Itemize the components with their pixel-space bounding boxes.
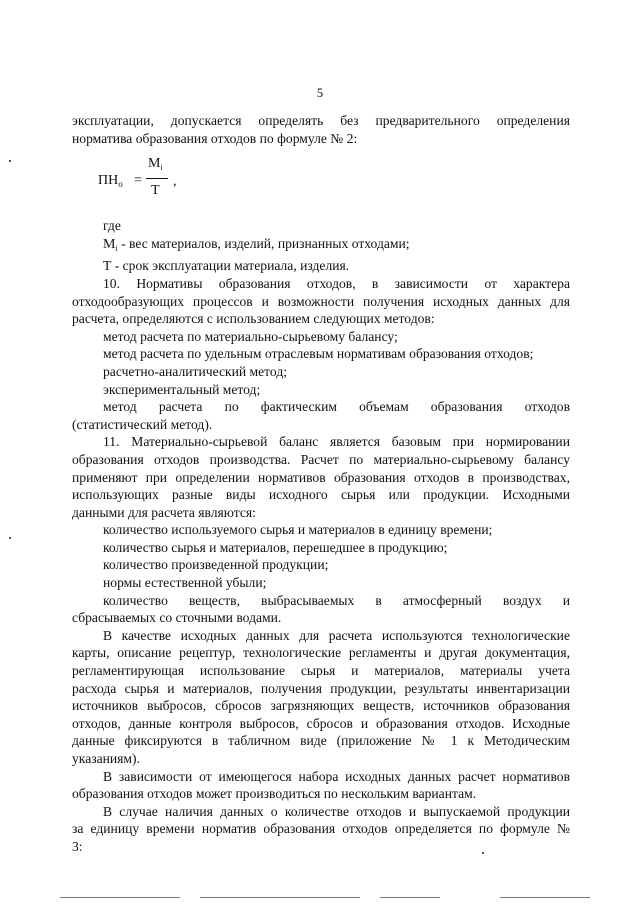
formula-comma: , (173, 174, 177, 190)
formula-denominator: Т (151, 183, 160, 199)
input-item: количество используемого сырья и материалов в единицу времени; (103, 522, 493, 538)
paragraph-sources-line: регламентирующая использование сырья и материалов, материалы учета (72, 663, 570, 679)
paragraph-sources-line: карты, описание рецептур, технологические регламенты и другая документация, (72, 645, 570, 661)
text-line: норматива образования отходов по формуле № 2: (72, 130, 358, 146)
scan-speck (9, 537, 11, 539)
paragraph-sources-line: расхода сырья и материалов, получения продукции, результаты инвентаризации (72, 680, 570, 696)
page-number: 5 (316, 86, 324, 100)
input-item: количество произведенной продукции; (103, 557, 329, 573)
fraction-bar (146, 178, 168, 179)
scan-edge-line (380, 897, 440, 898)
input-item: нормы естественной убыли; (103, 575, 267, 591)
paragraph-10-line: расчета, определяются с использованием следующих методов: (72, 311, 435, 327)
scan-speck (9, 160, 11, 162)
method-item: метод расчета по материально-сырьевому балансу; (103, 328, 398, 344)
formula-2 (72, 149, 570, 207)
paragraph-case-line: В случае наличия данных о количестве отходов и выпускаемой продукции (103, 803, 570, 819)
paragraph-sources-line: отходов, данные контроля выбросов, сбросов и образования отходов. Исходные (72, 715, 570, 731)
paragraph-11-line: 11. Материально-сырьевой баланс является базовым при нормировании (103, 434, 570, 450)
paragraph-sources-line: В качестве исходных данных для расчета используются технологические (103, 627, 570, 643)
scan-speck (482, 852, 484, 854)
formula-lhs: $ПН_о$ (98, 173, 123, 190)
paragraph-sources-line: указаниям). (72, 751, 140, 766)
paragraph-variants-line: образования отходов может производиться по нескольким вариантам. (72, 786, 477, 802)
paragraph-case-line: 3: (72, 838, 83, 854)
formula-equals: = (134, 173, 142, 189)
scan-edge-line (200, 897, 360, 898)
method-item: расчетно-аналитический метод; (103, 363, 288, 379)
scan-edge-line (500, 897, 590, 898)
document-body (72, 112, 570, 856)
paragraph-case-line: за единицу времени норматив образования отходов определяется по формуле № (72, 821, 570, 837)
paragraph-sources-line: источников выбросов, сбросов загрязняющих веществ, источников образования (72, 698, 570, 714)
paragraph-11-line: образования отходов производства. Расчет по материально-сырьевому балансу (72, 451, 570, 467)
text-line: эксплуатации, допускается определять без предварительного определения (72, 113, 570, 128)
method-item: (статистический метод). (72, 416, 213, 432)
definition-t: Т - срок эксплуатации материала, изделия. (103, 258, 350, 274)
input-item: количество сырья и материалов, перешедшее в продукцию; (103, 539, 448, 555)
input-item: сбрасываемых со сточными водами. (72, 610, 282, 626)
paragraph-11-line: данными для расчета являются: (72, 504, 256, 520)
input-item: количество веществ, выбрасываемых в атмосферный воздух и (103, 592, 570, 608)
where-label: где (103, 218, 121, 234)
method-item: метод расчета по фактическим объемам образования отходов (103, 399, 570, 415)
definition-mi: $М_i$ - вес материалов, изделий, признанных отходами; (103, 235, 410, 253)
formula-numerator: $М_i$ (148, 156, 163, 173)
scan-edge-line (60, 897, 180, 898)
paragraph-11-line: применяют при определении нормативов образования отходов в производствах, (72, 469, 570, 485)
paragraph-11-line: использующих разные виды исходного сырья или продукции. Исходными (72, 487, 570, 503)
method-item: экспериментальный метод; (103, 381, 261, 397)
paragraph-10-line: отходообразующих процессов и возможности получения исходных данных для (72, 293, 570, 309)
method-item: метод расчета по удельным отраслевым нормативам образования отходов; (103, 346, 534, 362)
paragraph-sources-line: данные фиксируются в табличном виде (приложение № 1 к Методическим (72, 733, 570, 749)
paragraph-10-line: 10. Нормативы образования отходов, в зависимости от характера (103, 275, 570, 291)
paragraph-variants-line: В зависимости от имеющегося набора исходных данных расчет нормативов (103, 768, 570, 784)
